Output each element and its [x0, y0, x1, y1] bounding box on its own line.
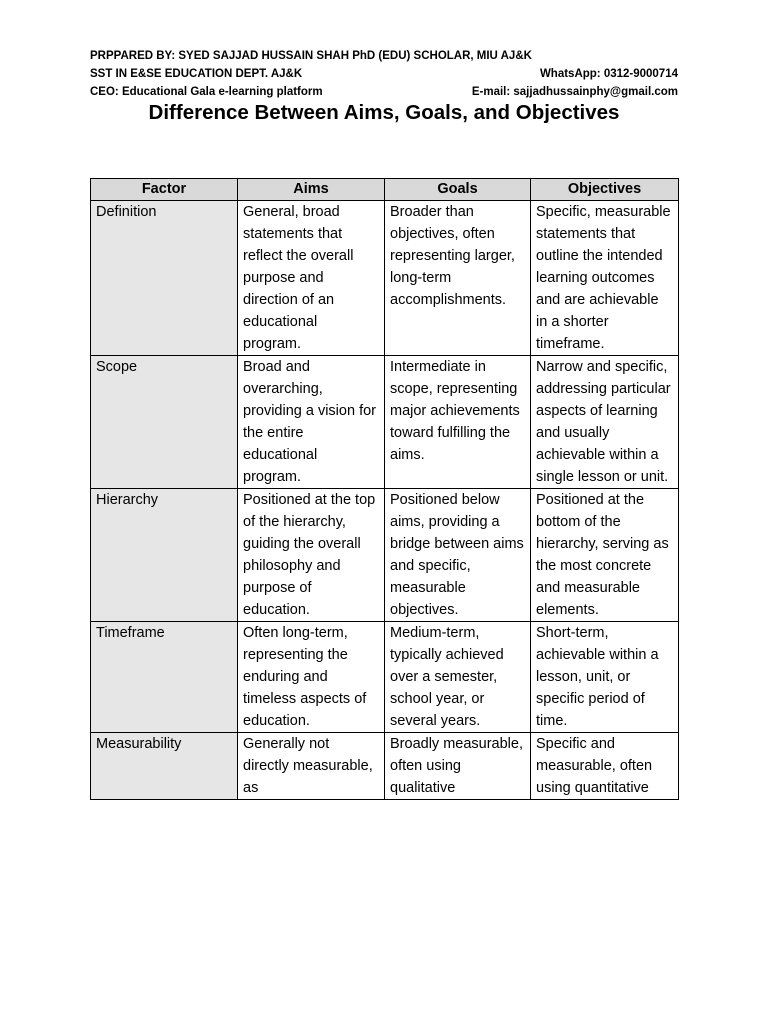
column-header-objectives: Objectives — [531, 179, 679, 201]
table-header-row — [91, 179, 679, 201]
factor-cell: Scope — [91, 356, 238, 489]
author-credit: PRPPARED BY: SYED SAJJAD HUSSAIN SHAH PhD (EDU) SCHOLAR, MIU AJ&K — [90, 50, 532, 62]
table-row — [91, 201, 679, 356]
header-line-1 — [90, 47, 678, 65]
aims-cell: Often long-term, representing the enduring and timeless aspects of education. — [238, 622, 385, 733]
header-line-2 — [90, 65, 678, 83]
table-row — [91, 489, 679, 622]
column-header-factor: Factor — [91, 179, 238, 201]
objectives-cell: Specific, measurable statements that outline the intended learning outcomes and are achievable in a shorter timeframe. — [531, 201, 679, 356]
author-platform: CEO: Educational Gala e-learning platform — [90, 86, 323, 98]
goals-cell: Broader than objectives, often representing larger, long-term accomplishments. — [385, 201, 531, 356]
table-row — [91, 733, 679, 800]
cell-text: Broadly measurable, often using qualitative — [390, 736, 523, 796]
column-header-aims: Aims — [238, 179, 385, 201]
whatsapp-contact: WhatsApp: 0312-9000714 — [539, 68, 678, 80]
goals-cell: Positioned below aims, providing a bridge between aims and specific, measurable objectives. — [385, 489, 531, 622]
table-row — [91, 622, 679, 733]
table-row — [91, 356, 679, 489]
objectives-cell: Narrow and specific, addressing particular aspects of learning and usually achievable within a single lesson or unit. — [531, 356, 679, 489]
author-header — [90, 47, 678, 101]
factor-cell: Hierarchy — [91, 489, 238, 622]
author-position: SST IN E&SE EDUCATION DEPT. AJ&K — [90, 68, 303, 80]
factor-cell: Definition — [91, 201, 238, 356]
document-title: Difference Between Aims, Goals, and Objectives — [148, 101, 620, 124]
factor-cell — [91, 733, 238, 800]
email-contact: E-mail: sajjadhussainphy@gmail.com — [471, 86, 678, 98]
cell-text: Generally not directly measurable, as — [243, 736, 373, 796]
header-line-3 — [90, 83, 678, 101]
cell-text: Specific and measurable, often using quantitative — [536, 736, 653, 796]
aims-cell: Positioned at the top of the hierarchy, guiding the overall philosophy and purpose of education. — [238, 489, 385, 622]
aims-cell — [238, 733, 385, 800]
goals-cell: Medium-term, typically achieved over a semester, school year, or several years. — [385, 622, 531, 733]
comparison-table — [90, 178, 679, 800]
objectives-cell: Short-term, achievable within a lesson, unit, or specific period of time. — [531, 622, 679, 733]
goals-cell: Intermediate in scope, representing major achievements toward fulfilling the aims. — [385, 356, 531, 489]
aims-cell: General, broad statements that reflect the overall purpose and direction of an educational program. — [238, 201, 385, 356]
aims-cell: Broad and overarching, providing a vision for the entire educational program. — [238, 356, 385, 489]
cell-text: Measurability — [96, 736, 182, 752]
objectives-cell — [531, 733, 679, 800]
objectives-cell: Positioned at the bottom of the hierarchy, serving as the most concrete and measurable elements. — [531, 489, 679, 622]
factor-cell: Timeframe — [91, 622, 238, 733]
goals-cell — [385, 733, 531, 800]
column-header-goals: Goals — [385, 179, 531, 201]
